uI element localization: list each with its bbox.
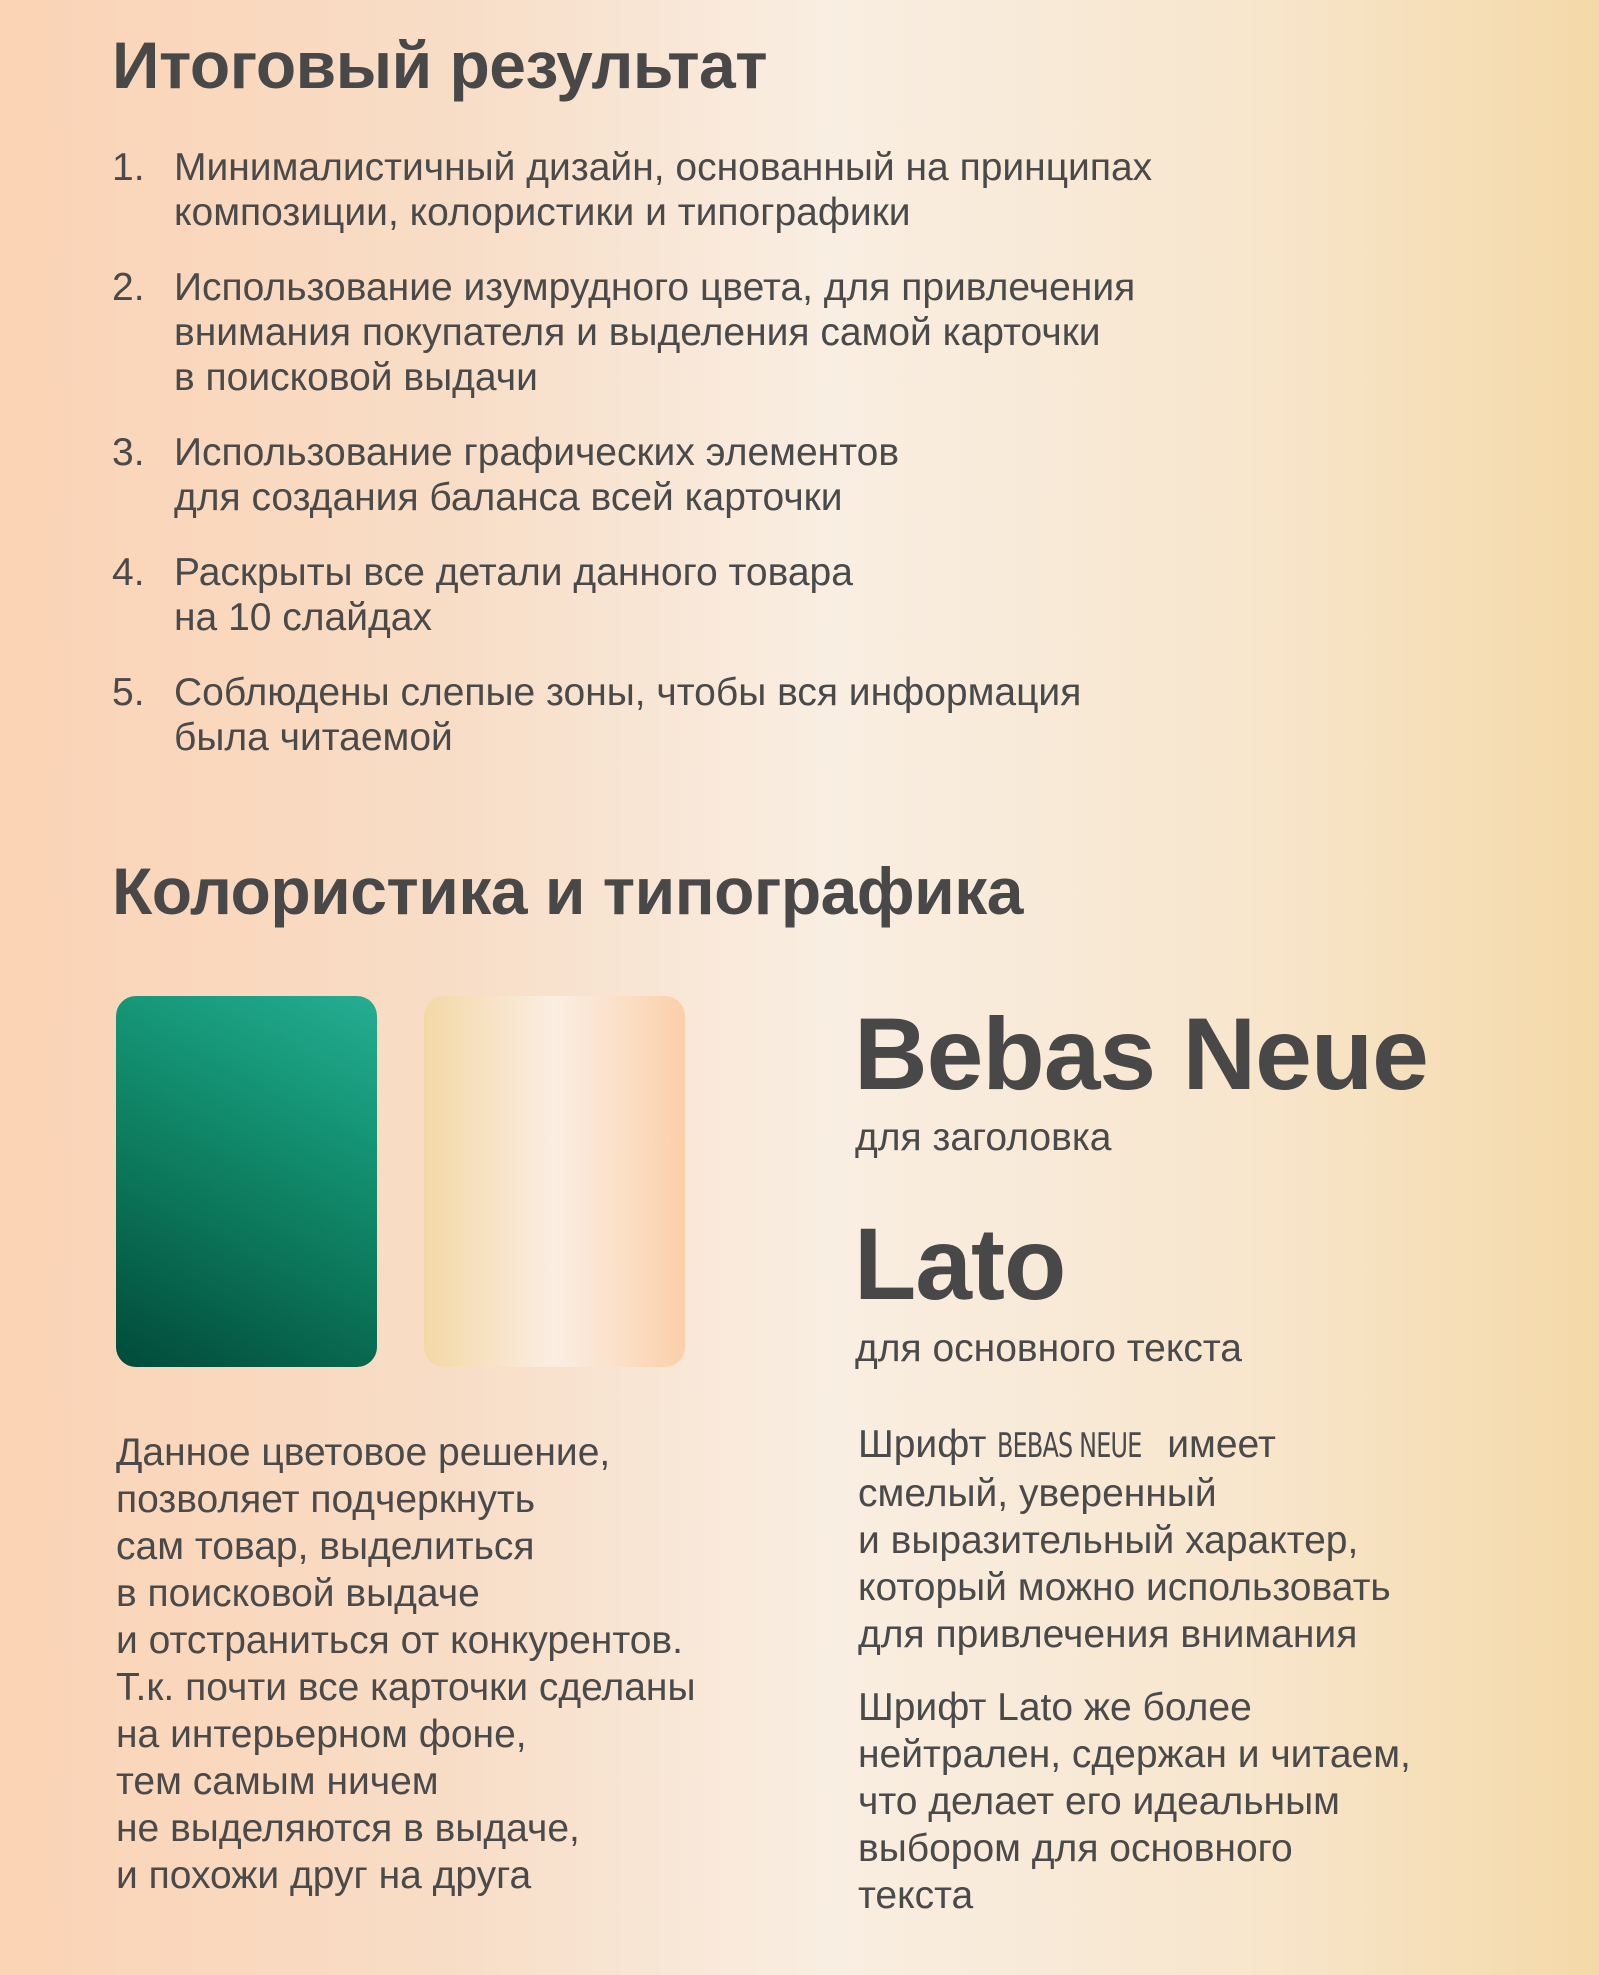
color-description: Данное цветовое решение, позволяет подчеркнуть сам товар, выделиться в поисковой выдаче и отстраниться от конкурентов. Т.к. почти все карточки сделаны на интерьерном фоне, тем самым ничем не выделяются в выдаче, и похожи друг на друга (116, 1431, 696, 1897)
item-text: Соблюдены слепые зоны, чтобы вся информация была читаемой (174, 671, 1082, 759)
item-text: Использование графических элементов для создания баланса всей карточки (174, 431, 900, 519)
list-item (112, 265, 1362, 400)
bebas-description-prefix: Шрифт (858, 1423, 998, 1466)
list-item (112, 145, 1362, 235)
emerald-color-swatch (116, 996, 377, 1367)
font-name-bebas-neue: Bebas Neue (854, 997, 1428, 1111)
list-item (112, 670, 1362, 760)
font-name-lato: Lato (854, 1207, 1066, 1321)
bebas-description-suffix: имеет смелый, уверенный и выразительный характер, который можно использовать для привлечения внимания (858, 1423, 1391, 1656)
item-text: Раскрыты все детали данного товара на 10 слайдах (174, 551, 853, 639)
item-text: Минималистичный дизайн, основанный на принципах композиции, колористики и типографики (174, 146, 1153, 234)
list-item (112, 550, 1362, 640)
item-number: 4. (112, 551, 145, 594)
results-list (112, 145, 1362, 790)
item-number: 2. (112, 266, 145, 309)
item-number: 3. (112, 431, 145, 474)
cream-color-swatch (424, 996, 685, 1367)
section-title-color-typography: Колористика и типографика (112, 854, 1023, 928)
bebas-neue-sample: BEBAS NEUE (997, 1426, 1142, 1466)
item-text: Использование изумрудного цвета, для привлечения внимания покупателя и выделения самой карточки в поисковой выдачи (174, 266, 1136, 399)
font-role-bebas-neue: для заголовка (855, 1116, 1112, 1159)
section-title-results: Итоговый результат (112, 28, 768, 102)
bebas-description (858, 1421, 1558, 1658)
item-number: 1. (112, 146, 145, 189)
item-number: 5. (112, 671, 145, 714)
lato-description: Шрифт Lato же более нейтрален, сдержан и читаем, что делает его идеальным выбором для основного текста (858, 1686, 1411, 1917)
font-role-lato: для основного текста (855, 1327, 1242, 1370)
list-item (112, 430, 1362, 520)
